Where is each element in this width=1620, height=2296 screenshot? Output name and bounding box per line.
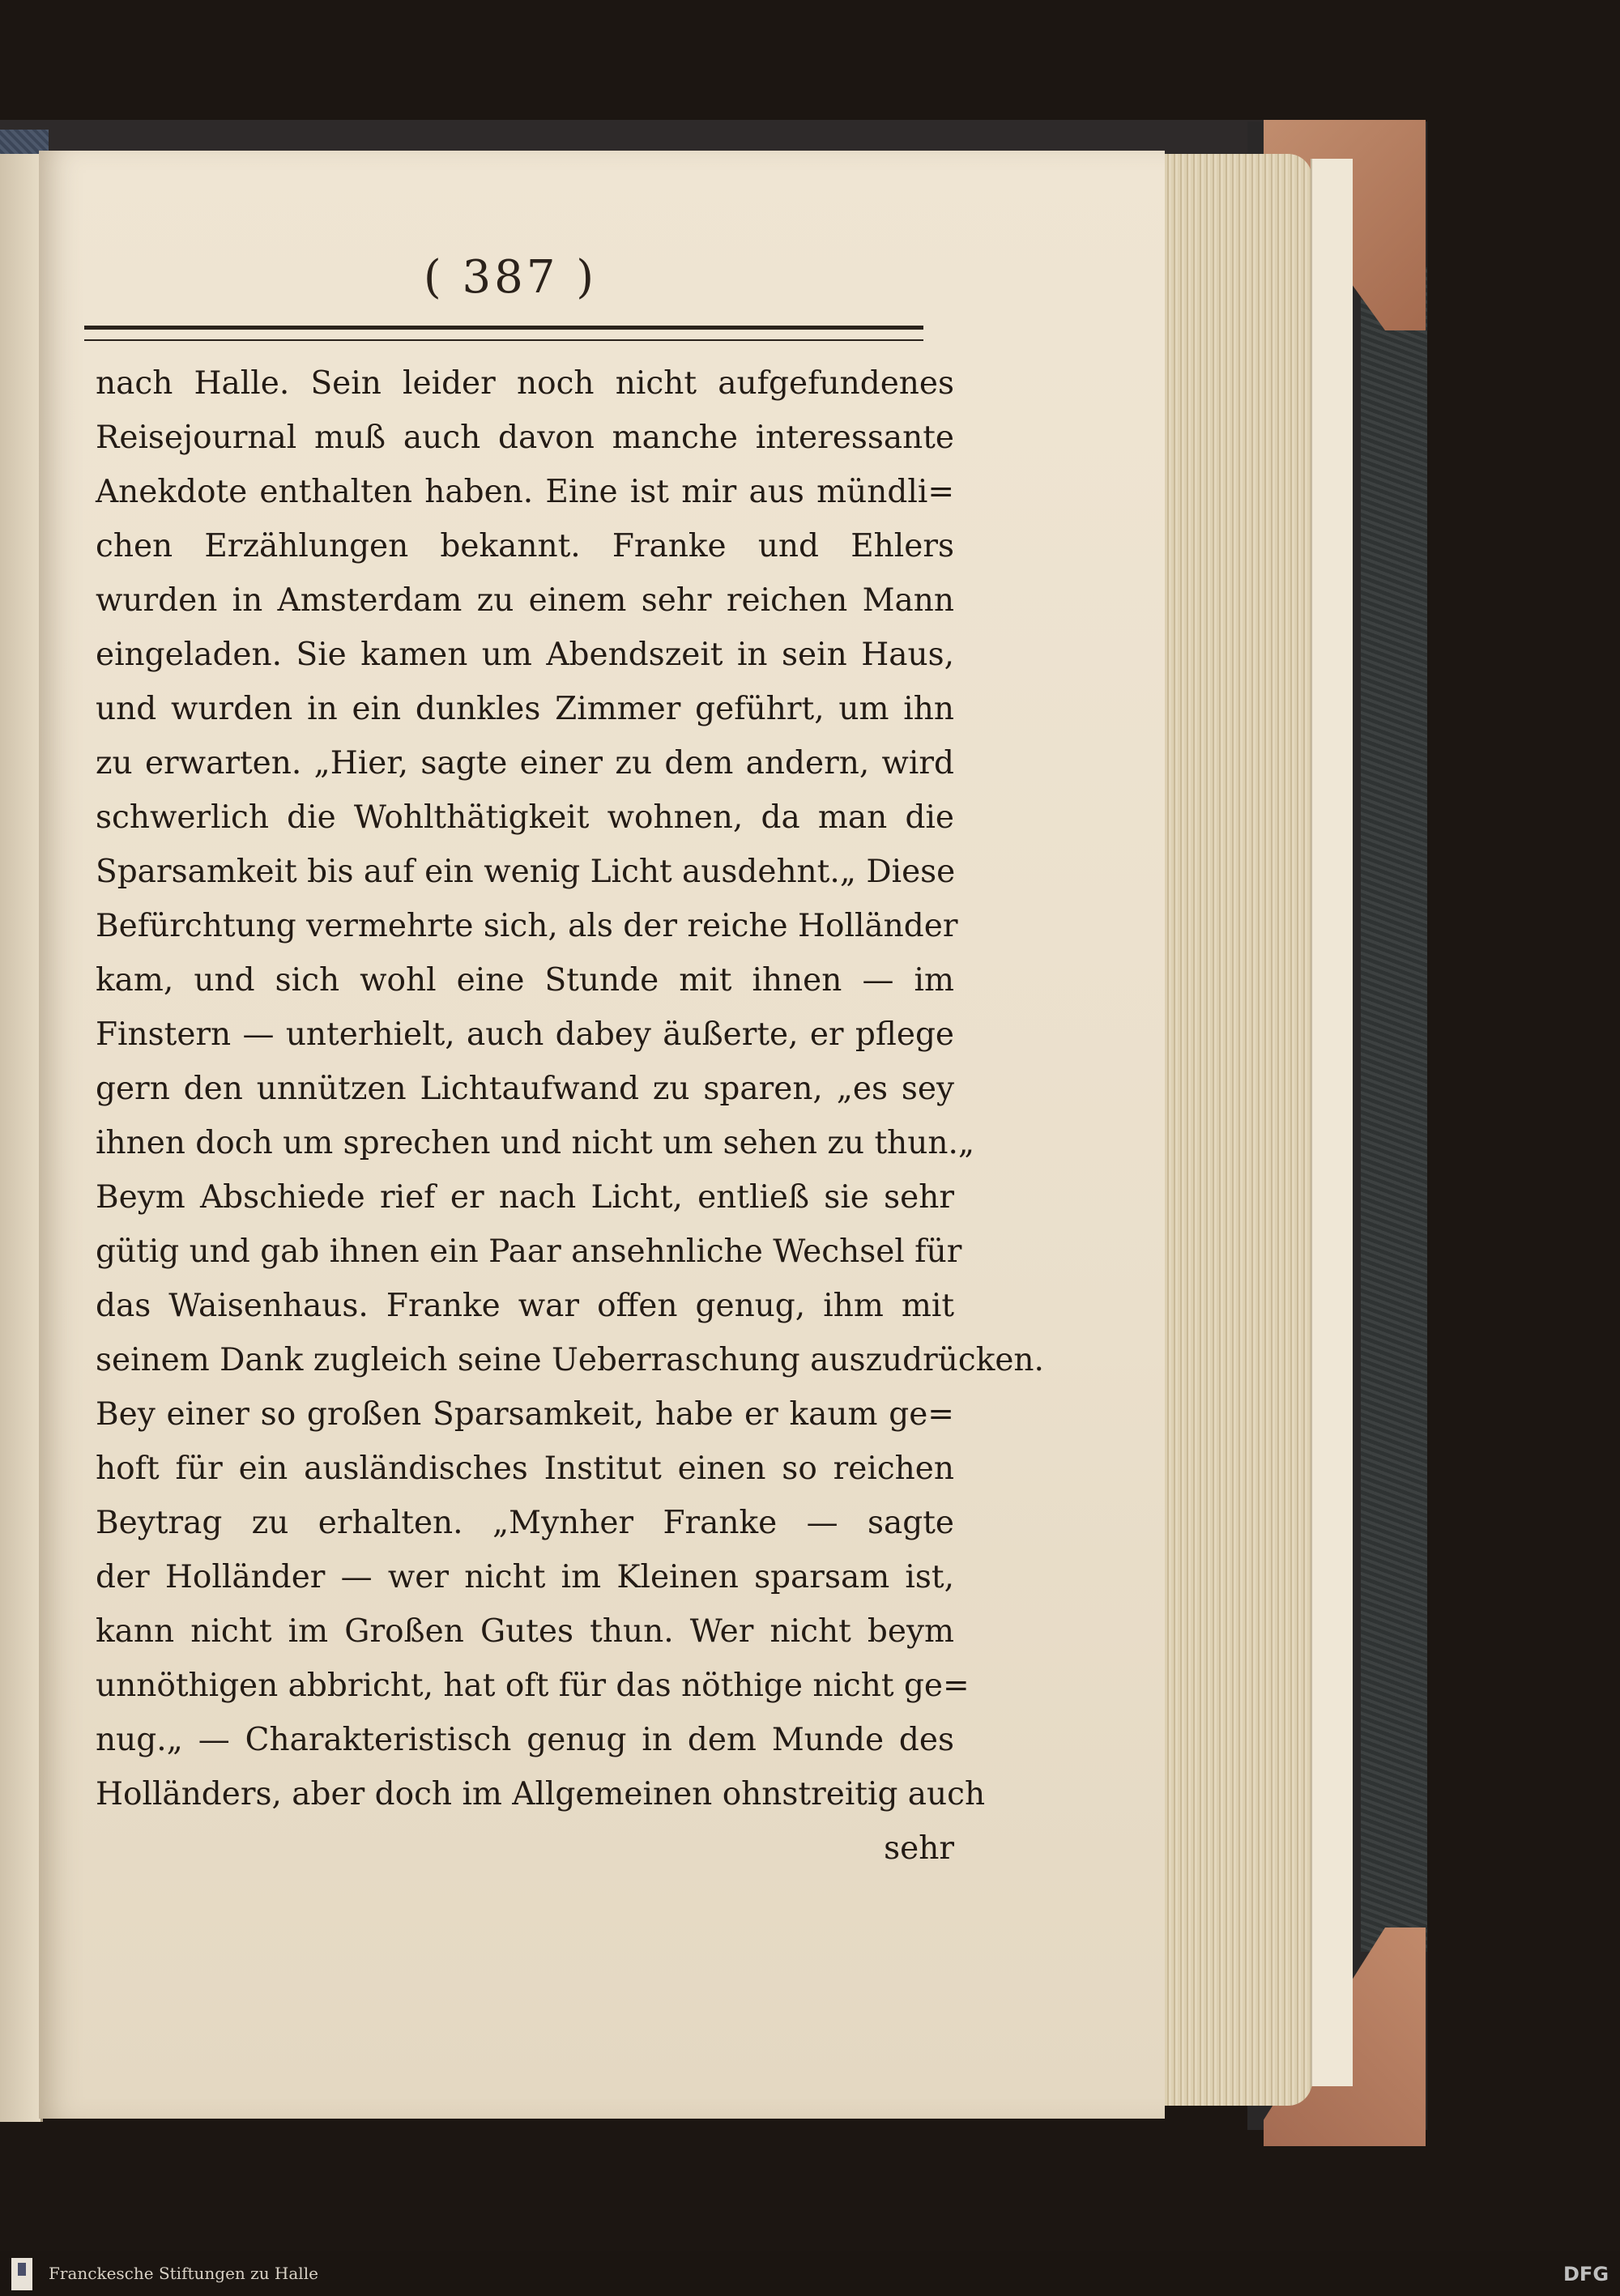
text-line: zu erwarten. „Hier, sagte einer zu dem andern, wird — [96, 745, 954, 782]
text-line: kam, und sich wohl eine Stunde mit ihnen — im — [96, 962, 954, 999]
institution-logo-icon — [11, 2258, 32, 2290]
text-line: Finstern — unterhielt, auch dabey äußerte, er pflege — [96, 1016, 954, 1053]
text-line: wurden in Amsterdam zu einem sehr reichen Mann — [96, 582, 954, 619]
text-line: das Waisenhaus. Franke war offen genug, ihm mit — [96, 1288, 954, 1324]
text-line: Bey einer so großen Sparsamkeit, habe er kaum ge= — [96, 1396, 954, 1433]
text-line: Befürchtung vermehrte sich, als der reiche Holländer — [96, 908, 958, 944]
text-line: und wurden in ein dunkles Zimmer geführt, um ihn — [96, 691, 954, 727]
text-line: Anekdote enthalten haben. Eine ist mir aus mündli= — [96, 474, 954, 510]
dfg-badge: DFG — [1563, 2263, 1609, 2285]
text-line: nug.„ — Charakteristisch genug in dem Munde des — [96, 1722, 954, 1758]
book-cover-cloth — [1361, 267, 1427, 1952]
header-rule — [84, 326, 923, 341]
institution-name: Franckesche Stiftungen zu Halle — [49, 2264, 318, 2283]
text-line: der Holländer — wer nicht im Kleinen sparsam ist, — [96, 1559, 954, 1595]
catchword — [96, 1821, 954, 1876]
text-line: Reisejournal muß auch davon manche interessante — [96, 420, 954, 456]
text-line: hoft für ein ausländisches Institut einen so reichen — [96, 1450, 954, 1487]
text-line: nach Halle. Sein leider noch nicht aufgefundenes — [96, 365, 954, 402]
text-line: seinem Dank zugleich seine Ueberraschung auszudrücken. — [96, 1342, 1044, 1378]
text-line: Beytrag zu erhalten. „Mynher Franke — sagte — [96, 1505, 954, 1541]
text-line: Beym Abschiede rief er nach Licht, entließ sie sehr — [96, 1179, 954, 1216]
page-number: ( 387 ) — [423, 251, 598, 304]
text-line: eingeladen. Sie kamen um Abendszeit in sein Haus, — [96, 637, 954, 673]
text-line: ihnen doch um sprechen und nicht um sehen zu thun.„ — [96, 1125, 975, 1161]
text-line: gern den unnützen Lichtaufwand zu sparen, „es sey — [96, 1071, 954, 1107]
text-line: unnöthigen abbricht, hat oft für das nöthige nicht ge= — [96, 1668, 970, 1704]
text-line: Holländers, aber doch im Allgemeinen ohnstreitig auch — [96, 1776, 986, 1813]
text-line: Sparsamkeit bis auf ein wenig Licht ausdehnt.„ Diese — [96, 854, 956, 890]
text-line: kann nicht im Großen Gutes thun. Wer nicht beym — [96, 1613, 954, 1650]
facing-page-edge — [0, 154, 43, 2122]
catchword-text: sehr — [884, 1830, 954, 1867]
text-line: gütig und gab ihnen ein Paar ansehnliche Wechsel für — [96, 1233, 962, 1270]
text-line: schwerlich die Wohlthätigkeit wohnen, da man die — [96, 799, 954, 836]
page-text — [96, 356, 1044, 1876]
text-line: chen Erzählungen bekannt. Franke und Ehlers — [96, 528, 954, 564]
inserted-paper-slip — [1311, 159, 1353, 2086]
page-block-edges — [1158, 154, 1312, 2106]
